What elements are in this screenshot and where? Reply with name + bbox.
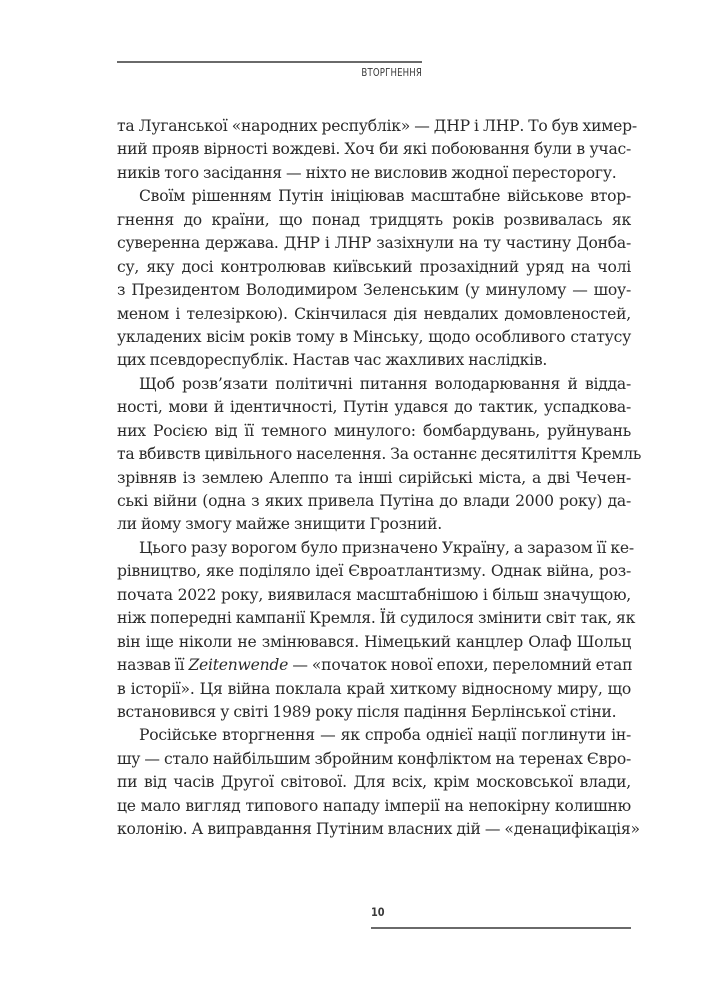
text-line-with-italic [117,654,631,677]
text-line: ські війни (одна з яких привела Путіна до влади 2000 року) да- [117,492,631,510]
footer-rule [371,927,631,929]
body-text [117,115,642,842]
running-header: ВТОРГНЕННЯ [361,66,422,79]
text-line: ності, мови й ідентичності, Путін удався до тактик, успадкова- [117,398,631,417]
text-line: встановився у світі 1989 року після падіння Берлінської стіни. [117,702,617,721]
paragraph-first-line: Щоб розв’язати політичні питання володарювання й відда- [139,374,631,393]
text-line: меном і телезіркою). Скінчилася дія невдалих домовленостей, [117,304,631,323]
text-line: зрівняв із землею Алеппо та інші сирійські міста, а дві Чечен- [117,468,631,487]
text-line: колонію. А виправдання Путіним власних дій — «денацифікація» [117,820,640,839]
text-line: та Луганської «народних республік» — ДНР і ЛНР. То був химер- [117,117,637,135]
text-line: шу — стало найбільшим збройним конфліктом на теренах Євро- [117,749,631,768]
text-line: ніж попередні кампанії Кремля. Їй судилося змінити світ так, як [117,609,636,628]
text-line: су, яку досі контролював київський прозахідний уряд на чолі [117,257,631,276]
text-line: почата 2022 року, виявилася масштабнішою і більш значущою, [117,585,631,604]
text-line: з Президентом Володимиром Зеленським (у минулому — шоу- [117,281,631,300]
text-line: цих псевдореспублік. Настав час жахливих наслідків. [117,351,548,370]
text-line: він іще ніколи не змінювався. Німецький канцлер Олаф Шольц [117,632,631,651]
paragraph-first-line: Своїм рішенням Путін ініціював масштабне військове втор- [139,187,631,206]
text-line: пи від часів Другої світової. Для всіх, крім московської влади, [117,773,631,792]
page-number: 10 [371,905,385,919]
text-line: укладених вісім років тому в Мінську, щодо особливого статусу [117,327,631,346]
text-segment: — «початок нової епохи, переломний етап [288,656,633,675]
text-line: гнення до країни, що понад тридцять років розвивалась як [117,210,631,229]
text-line: ли йому змогу майже знищити Грозний. [117,515,442,534]
paragraph-first-line: Цього разу ворогом було призначено Україну, а заразом її ке- [139,538,634,557]
text-line: в історії». Ця війна поклала край хиткому відносному миру, що [117,679,631,698]
text-line: них Росією від її темного минулого: бомбардувань, руйнувань [117,421,631,440]
text-line: ний прояв вірності вождеві. Хоч би які побоювання були в учас- [117,140,631,159]
text-line: суверенна держава. ДНР і ЛНР зазіхнули на ту частину Донба- [117,234,631,253]
header-rule [117,61,422,63]
text-line: та вбивств цивільного населення. За останнє десятиліття Кремль [117,445,642,464]
italic-term: Zeitenwende [188,656,289,675]
text-segment: назвав її [117,656,189,675]
text-line: це мало вигляд типового нападу імперії на непокірну колишню [117,796,631,815]
text-line: ників того засідання — ніхто не висловив жодної пересторогу. [117,163,617,182]
paragraph-first-line: Російське вторгнення — як спроба однієї нації поглинути ін- [139,726,631,745]
text-line: рівництво, яке поділяло ідеї Євроатлантизму. Однак війна, роз- [117,562,631,581]
